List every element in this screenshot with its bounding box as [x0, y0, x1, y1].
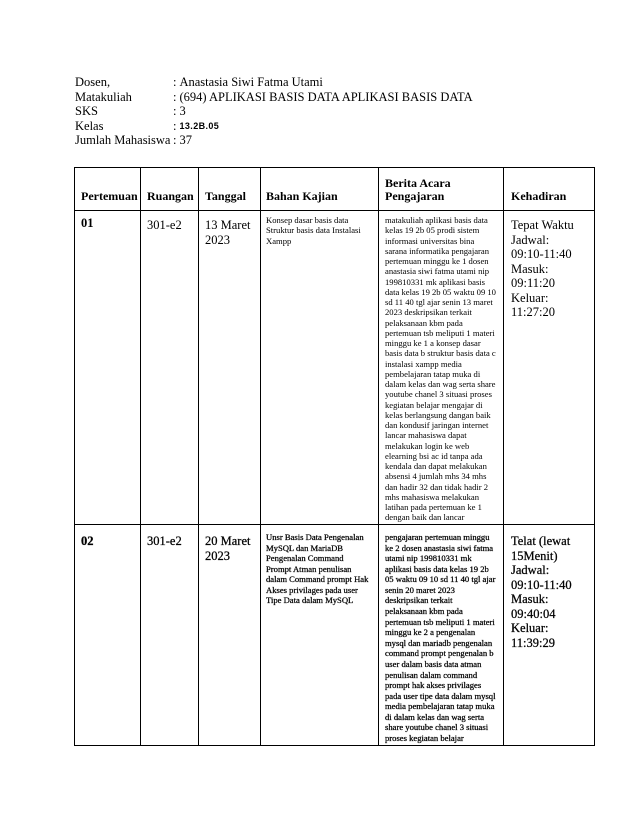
- info-label-kelas: Kelas: [75, 118, 104, 133]
- pertemuan-number: 02: [81, 534, 94, 548]
- kehadiran-keluar-label: Keluar:: [511, 290, 549, 305]
- cell-tanggal: [199, 211, 261, 525]
- berita-acara-line: melakukan login ke web: [385, 440, 470, 451]
- kehadiran-jadwal-label: Jadwal:: [511, 232, 550, 247]
- berita-acara-line: share youtube chanel 3 situasi: [385, 722, 489, 733]
- info-label-dosen: Dosen,: [75, 75, 111, 89]
- table-row: [75, 211, 595, 525]
- berita-acara-line: 2023 deskripsikan terkait: [385, 307, 472, 318]
- berita-acara-line: dan hadir 32 dan tidak hadir 2: [385, 481, 489, 492]
- berita-acara-line: dan kondusif jaringan internet: [385, 420, 489, 430]
- cell-tanggal: [199, 525, 261, 746]
- kehadiran-jadwal: 09:10-11:40: [511, 577, 572, 592]
- berita-acara-line: pelaksanaan kbm pada: [385, 606, 463, 617]
- bahan-kajian-line: MySQL dan MariaDB: [266, 542, 344, 553]
- berita-acara-line: pembelajaran tatap muka di: [385, 368, 481, 379]
- berita-acara-line: elearning bsi ac id tanpa ada: [385, 450, 483, 461]
- cell-pertemuan: [75, 211, 141, 525]
- bahan-kajian-line: Unsr Basis Data Pengenalan: [266, 532, 364, 542]
- tanggal-text: 13 Maret 2023: [205, 218, 251, 247]
- kehadiran-jadwal-label: Jadwal:: [511, 563, 550, 577]
- berita-acara-line: pengajaran pertemuan minggu: [385, 532, 490, 542]
- header-pertemuan: Pertemuan: [75, 168, 141, 211]
- kehadiran-masuk-label: Masuk:: [511, 592, 549, 606]
- kehadiran-keluar-label: Keluar:: [511, 621, 549, 635]
- berita-acara-line: pelaksanaan kbm pada: [385, 317, 463, 328]
- berita-acara-line: kelas berlangsung dangan baik: [385, 409, 491, 420]
- berita-acara-line: user dalam basis data atman: [385, 658, 482, 669]
- info-row-jumlah-mahasiswa: [75, 133, 473, 148]
- berita-acara-line: informasi universitas bina: [385, 235, 475, 246]
- berita-acara-line: 199810331 mk aplikasi basis: [385, 276, 486, 287]
- berita-acara-line: basis data b struktur basis data c: [385, 348, 496, 359]
- kehadiran-status: Tepat Waktu: [511, 218, 574, 232]
- bahan-kajian-line: Akses privilages pada user: [266, 584, 358, 595]
- info-value-dosen: Anastasia Siwi Fatma Utami: [179, 75, 323, 89]
- header-berita-acara: Berita Acara Pengajaran: [379, 168, 504, 211]
- info-label-jumlah-mahasiswa: Jumlah Mahasiswa: [75, 133, 171, 147]
- berita-acara-line: pertemuan tsb meliputi 1 materi: [385, 327, 495, 338]
- bahan-kajian-line: Prompt Atman penulisan: [266, 563, 352, 574]
- journal-table-body: [75, 211, 595, 746]
- kehadiran-keluar: 11:27:20: [511, 305, 555, 319]
- cell-pertemuan: [75, 525, 141, 746]
- bahan-kajian-line: dalam Command prompt Hak: [266, 574, 369, 585]
- journal-table: [74, 167, 595, 746]
- kehadiran-jadwal: 09:10-11:40: [511, 247, 572, 261]
- kehadiran-status: Telat (lewat 15Menit): [511, 534, 571, 563]
- berita-acara-line: 05 waktu 09 10 sd 11 40 tgl ajar: [385, 574, 496, 585]
- bahan-kajian-line: Xampp: [266, 235, 292, 246]
- pertemuan-number: 01: [81, 216, 94, 230]
- header-bahan-kajian: Bahan Kajian: [261, 168, 379, 211]
- berita-acara-line: dengan baik dan lancar: [385, 512, 465, 523]
- berita-acara-line: mhs mahasiswa melakukan: [385, 491, 480, 502]
- berita-acara-line: media pembelajaran tatap muka: [385, 701, 495, 712]
- info-value-kelas: 13.2B.05: [179, 120, 220, 131]
- berita-acara-line: minggu ke 2 a pengenalan: [385, 627, 476, 638]
- berita-acara-line: ke 2 dosen anastasia siwi fatma: [385, 542, 494, 553]
- berita-acara-line: lancar mahasiswa dapat: [385, 430, 467, 441]
- berita-acara-line: penulisan dalam command: [385, 669, 478, 680]
- berita-acara-line: matakuliah aplikasi basis data: [385, 215, 488, 225]
- info-row-kelas: [75, 119, 473, 134]
- info-separator: :: [173, 104, 177, 118]
- berita-acara-line: dalam kelas dan wag serta share: [385, 379, 496, 389]
- bahan-kajian-line: Konsep dasar basis data: [266, 215, 349, 225]
- header-tanggal: Tanggal: [199, 168, 261, 211]
- berita-acara-line: absensi 4 jumlah mhs 34 mhs: [385, 471, 487, 482]
- info-row-matakuliah: [75, 90, 473, 105]
- berita-acara-line: data kelas 19 2b 05 waktu 09 10: [385, 286, 496, 297]
- berita-acara-line: proses kegiatan belajar: [385, 732, 464, 743]
- berita-acara-line: instalasi xampp media: [385, 358, 462, 369]
- berita-acara-line: deskripsikan terkait: [385, 595, 453, 606]
- bahan-kajian-line: Struktur basis data Instalasi: [266, 225, 361, 236]
- ruangan-text: 301-e2: [147, 218, 182, 232]
- cell-ruangan: [141, 211, 199, 525]
- berita-acara-line: kegiatan belajar mengajar di: [385, 399, 483, 410]
- berita-acara-line: utami nip 199810331 mk: [385, 553, 472, 564]
- berita-acara-line: di dalam kelas dan wag serta: [385, 711, 485, 722]
- berita-acara-line: prompt hak akses privilages: [385, 680, 482, 691]
- berita-acara-line: mysql dan mariadb pengenalan: [385, 637, 493, 648]
- cell-ruangan: [141, 525, 199, 746]
- info-separator: :: [173, 75, 177, 89]
- kehadiran-masuk: 09:11:20: [511, 276, 555, 290]
- cell-bahan-kajian: [261, 211, 379, 525]
- berita-acara-line: aplikasi basis data kelas 19 2b: [385, 563, 489, 574]
- cell-kehadiran: [504, 525, 595, 746]
- berita-acara-line: pertemuan tsb meliputi 1 materi: [385, 616, 495, 627]
- kehadiran-masuk: 09:40:04: [511, 606, 556, 621]
- berita-acara-line: pertemuan minggu ke 1 dosen: [385, 256, 489, 266]
- info-separator: :: [173, 133, 177, 147]
- berita-acara-line: kelas 19 2b 05 prodi sistem: [385, 225, 480, 236]
- kehadiran-masuk-label: Masuk:: [511, 261, 549, 276]
- header-kehadiran: Kehadiran: [504, 168, 595, 211]
- cell-bahan-kajian: [261, 525, 379, 746]
- info-row-dosen: [75, 75, 473, 90]
- bahan-kajian-line: Tipe Data dalam MySQL: [266, 595, 354, 606]
- berita-acara-line: latihan pada pertemuan ke 1: [385, 502, 482, 512]
- info-separator: :: [173, 118, 177, 133]
- info-value-jumlah-mahasiswa: 37: [179, 133, 192, 147]
- tanggal-text: 20 Maret 2023: [205, 534, 251, 563]
- info-separator: :: [173, 89, 177, 104]
- berita-acara-line: youtube chanel 3 situasi proses: [385, 389, 492, 400]
- table-header-row: [75, 168, 595, 211]
- berita-acara-line: sarana informatika pengajaran: [385, 245, 490, 256]
- berita-acara-line: command prompt pengenalan b: [385, 648, 494, 659]
- kehadiran-keluar: 11:39:29: [511, 635, 555, 650]
- info-value-sks: 3: [179, 104, 186, 118]
- header-ruangan: Ruangan: [141, 168, 199, 211]
- berita-acara-line: anastasia siwi fatma utami nip: [385, 266, 490, 277]
- ruangan-text: 301-e2: [147, 534, 182, 548]
- table-row: [75, 525, 595, 746]
- cell-berita-acara: [379, 211, 504, 525]
- bahan-kajian-line: Pengenalan Command: [266, 553, 344, 564]
- info-label-sks: SKS: [75, 104, 98, 118]
- cell-berita-acara: [379, 525, 504, 746]
- info-label-matakuliah: Matakuliah: [75, 89, 132, 104]
- info-value-matakuliah: (694) APLIKASI BASIS DATA APLIKASI BASIS DATA: [179, 89, 473, 104]
- berita-acara-line: senin 20 maret 2023: [385, 584, 455, 595]
- berita-acara-line: kendala dan dapat melakukan: [385, 461, 487, 471]
- berita-acara-line: sd 11 40 tgl ajar senin 13 maret: [385, 297, 493, 307]
- course-info: [75, 75, 473, 148]
- cell-kehadiran: [504, 211, 595, 525]
- berita-acara-line: minggu ke 1 a konsep dasar: [385, 338, 481, 348]
- info-row-sks: [75, 104, 473, 119]
- berita-acara-line: pada user tipe data dalam mysql: [385, 690, 496, 701]
